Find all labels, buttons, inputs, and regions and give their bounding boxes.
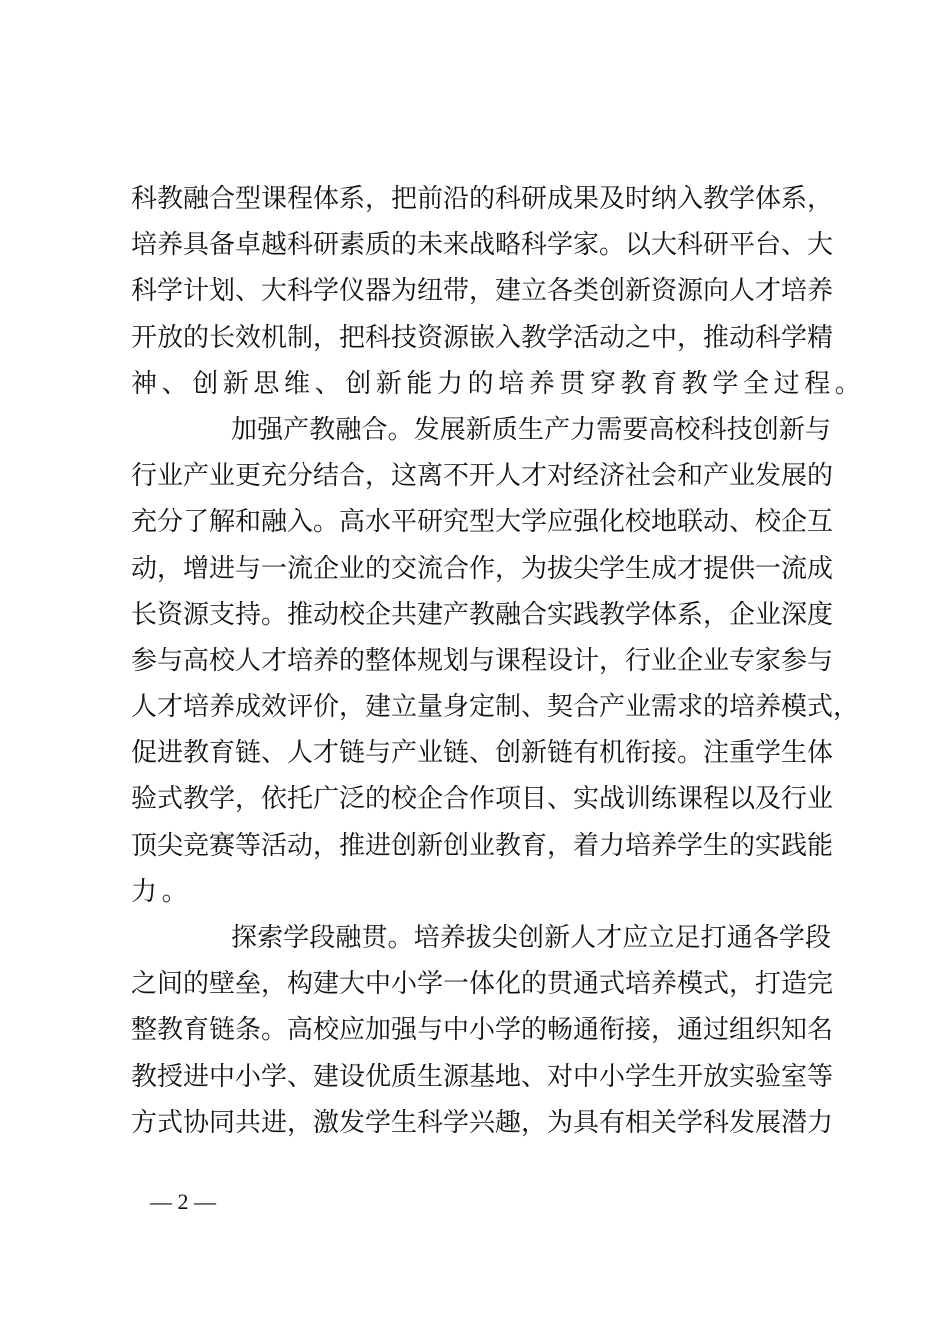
text-line: 教授进中小学、建设优质生源基地、对中小学生开放实验室等 (131, 1061, 834, 1092)
text-line: 人才培养成效评价，建立量身定制、契合产业需求的培养模式， (131, 692, 860, 723)
text-line: 充分了解和融入。高水平研究型大学应强化校地联动、校企互 (131, 507, 834, 538)
text-line: 加强产教融合。发展新质生产力需要高校科技创新与 (231, 414, 831, 445)
text-line: 科学计划、大科学仪器为纽带，建立各类创新资源向人才培养 (131, 276, 834, 307)
text-line: 行业产业更充分结合，这离不开人才对经济社会和产业发展的 (131, 461, 834, 492)
text-line: 促进教育链、人才链与产业链、创新链有机衔接。注重学生体 (131, 738, 834, 769)
text-line: 动，增进与一流企业的交流合作，为拔尖学生成才提供一流成 (131, 553, 834, 584)
text-line: 长资源支持。推动校企共建产教融合实践教学体系，企业深度 (131, 599, 834, 630)
page-number: — 2 — (150, 1189, 216, 1214)
text-line: 参与高校人才培养的整体规划与课程设计，行业企业专家参与 (131, 645, 834, 676)
text-line: 方式协同共进，激发学生科学兴趣，为具有相关学科发展潜力 (131, 1107, 834, 1138)
text-line: 开放的长效机制，把科技资源嵌入教学活动之中，推动科学精 (131, 322, 834, 353)
text-line: 顶尖竞赛等活动，推进创新创业教育，着力培养学生的实践能 (131, 830, 834, 861)
text-line: 验式教学，依托广泛的校企合作项目、实战训练课程以及行业 (131, 784, 834, 815)
paragraph-3 (131, 915, 834, 1146)
text-line: 培养具备卓越科研素质的未来战略科学家。以大科研平台、大 (131, 230, 834, 261)
text-line: 探索学段融贯。培养拔尖创新人才应立足打通各学段 (231, 923, 831, 953)
body-text (131, 176, 866, 1146)
paragraph-1 (131, 176, 866, 407)
text-line: 科教融合型课程体系，把前沿的科研成果及时纳入教学体系， (131, 184, 834, 214)
text-line: 整教育链条。高校应加强与中小学的畅通衔接，通过组织知名 (131, 1015, 834, 1046)
text-line: 之间的壁垒，构建大中小学一体化的贯通式培养模式，打造完 (131, 969, 834, 1000)
text-line: 神、创新思维、创新能力的培养贯穿教育教学全过程。 (131, 368, 866, 399)
text-line: 力。 (131, 876, 193, 907)
paragraph-2 (131, 407, 860, 915)
